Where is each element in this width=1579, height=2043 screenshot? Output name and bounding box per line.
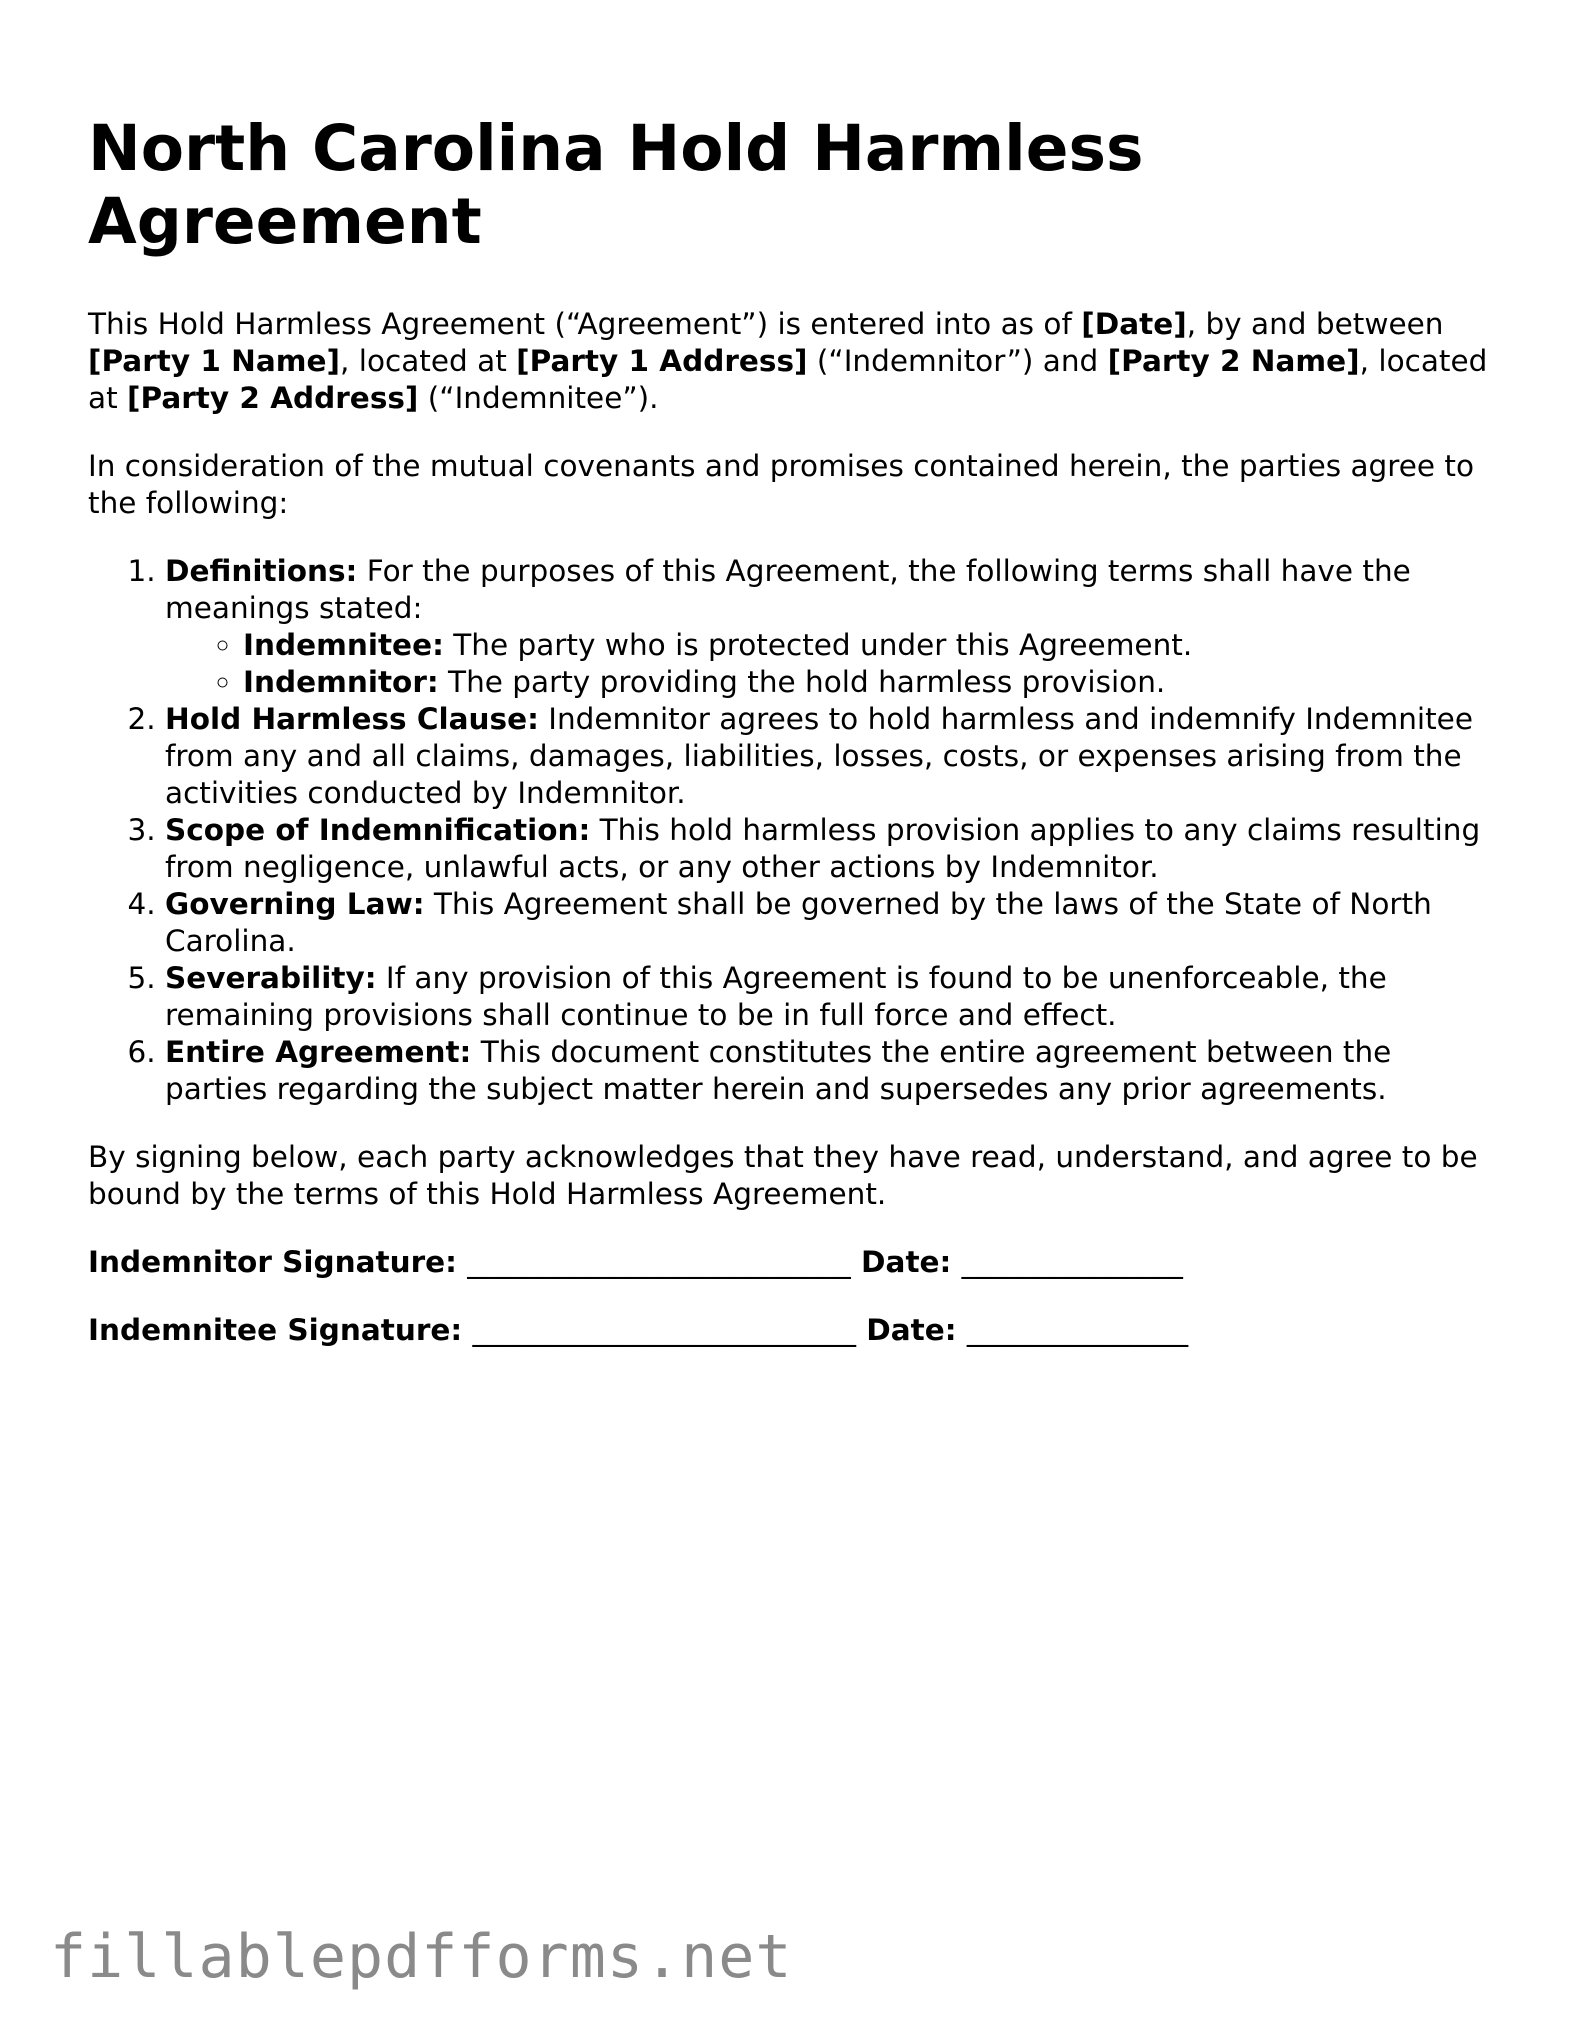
intro-text-6: (“Indemnitee”).	[418, 381, 659, 415]
term-hold-harmless	[165, 701, 1500, 812]
term-definitions	[165, 553, 1500, 701]
definition-item	[243, 664, 1500, 701]
term-text: This document constitutes the entire agreement between the parties regarding the subject matter herein and supersedes any prior agreements.	[165, 1035, 1392, 1106]
acknowledgement-paragraph: By signing below, each party acknowledges that they have read, understand, and agree to be bound by the terms of this Hold Harmless Agreement.	[88, 1140, 1478, 1211]
intro-text-3: , located at	[340, 344, 517, 378]
term-heading: Severability:	[165, 961, 377, 995]
term-text: Indemnitor agrees to hold harmless and indemnify Indemnitee from any and all claims, damages, liabilities, losses, costs, or expenses arising from the activities conducted by Indemnitor.	[165, 702, 1473, 810]
party1-address-placeholder: [Party 1 Address]	[516, 344, 808, 378]
term-text: This hold harmless provision applies to any claims resulting from negligence, unlawful acts, or any other actions by Indemnitor.	[165, 813, 1481, 884]
definition-heading: Indemnitee:	[243, 628, 444, 662]
term-text: This Agreement shall be governed by the laws of the State of North Carolina.	[165, 887, 1432, 958]
indemnitor-date-field[interactable]: _______________	[961, 1245, 1183, 1279]
intro-text-4: (“Indemnitor”) and	[807, 344, 1108, 378]
indemnitee-date-field[interactable]: _______________	[966, 1313, 1189, 1347]
party2-name-placeholder: [Party 2 Name]	[1107, 344, 1360, 378]
party2-address-placeholder: [Party 2 Address]	[127, 381, 419, 415]
term-text: If any provision of this Agreement is found to be unenforceable, the remaining provisions shall continue to be in full force and effect.	[165, 961, 1387, 1032]
intro-text-1: This Hold Harmless Agreement (“Agreement”) is entered into as of	[88, 307, 1082, 341]
term-scope	[165, 812, 1500, 886]
indemnitee-date-label: Date:	[866, 1313, 957, 1347]
term-governing-law	[165, 886, 1500, 960]
term-entire-agreement	[165, 1034, 1500, 1108]
definition-text: The party providing the hold harmless provision.	[438, 665, 1166, 699]
term-severability	[165, 960, 1500, 1034]
intro-paragraph	[88, 306, 1500, 417]
indemnitee-signature-line	[88, 1312, 1500, 1349]
indemnitee-signature-field[interactable]: __________________________	[472, 1313, 856, 1347]
term-heading: Entire Agreement:	[165, 1035, 472, 1069]
term-text: For the purposes of this Agreement, the following terms shall have the meanings stated:	[165, 554, 1411, 625]
terms-list	[88, 553, 1500, 1108]
indemnitor-signature-field[interactable]: __________________________	[467, 1245, 851, 1279]
intro-text-2: , by and between	[1186, 307, 1444, 341]
definition-heading: Indemnitor:	[243, 665, 439, 699]
term-heading: Governing Law:	[165, 887, 425, 921]
indemnitor-date-label: Date:	[861, 1245, 952, 1279]
definitions-list	[165, 627, 1500, 701]
definition-item	[243, 627, 1500, 664]
indemnitor-signature-line	[88, 1244, 1500, 1281]
term-heading: Hold Harmless Clause:	[165, 702, 539, 736]
date-placeholder: [Date]	[1081, 307, 1187, 341]
indemnitor-signature-label: Indemnitor Signature:	[88, 1245, 457, 1279]
document-page	[88, 112, 1500, 1380]
site-watermark: fillablepdfforms.net	[50, 1922, 793, 1992]
document-title: North Carolina Hold Harmless Agreement	[88, 112, 1144, 258]
definition-text: The party who is protected under this Agreement.	[443, 628, 1193, 662]
intro-text-5: , located at	[88, 344, 1488, 415]
term-heading: Definitions:	[165, 554, 358, 588]
indemnitee-signature-label: Indemnitee Signature:	[88, 1313, 463, 1347]
party1-name-placeholder: [Party 1 Name]	[88, 344, 340, 378]
term-heading: Scope of Indemnification:	[165, 813, 591, 847]
consideration-paragraph: In consideration of the mutual covenants and promises contained herein, the parties agree to the following:	[88, 449, 1475, 520]
